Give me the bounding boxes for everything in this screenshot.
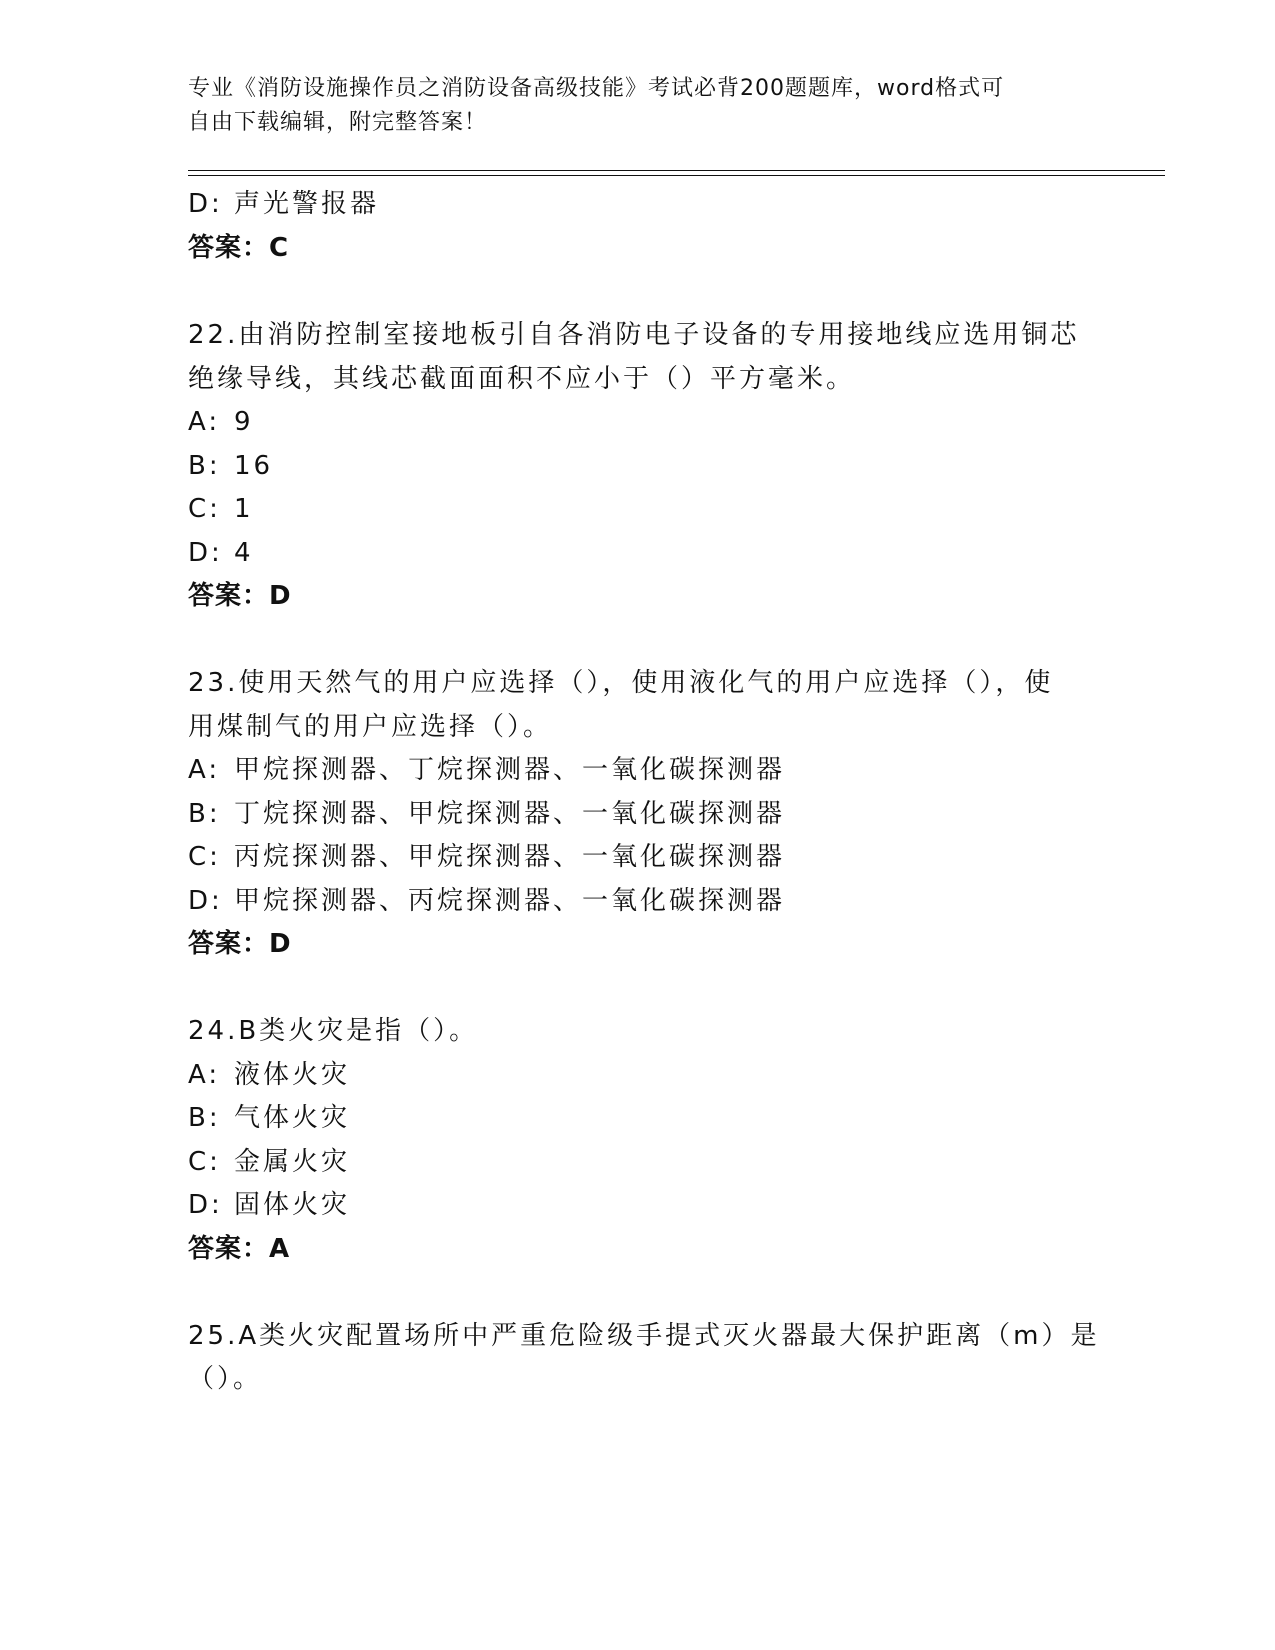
option-label: A:: [188, 407, 221, 437]
option-line: [188, 535, 254, 571]
option-text: 9: [234, 407, 254, 437]
option-line: [188, 1100, 350, 1136]
option-label: D:: [188, 886, 223, 916]
header-line-1: 专业《消防设施操作员之消防设备高级技能》考试必背200题题库，word格式可: [188, 76, 1005, 101]
question-line: 24.B类火灾是指（）。: [188, 1016, 479, 1046]
option-line: [188, 796, 785, 832]
option-line: [188, 1187, 350, 1223]
option-label: B:: [188, 451, 221, 481]
option-label: C:: [188, 494, 221, 524]
option-line: [188, 448, 273, 484]
option-text: 气体火灾: [234, 1103, 351, 1133]
option-line: [188, 1144, 350, 1180]
option-line: [188, 839, 785, 875]
option-label: D:: [188, 538, 223, 568]
question-line: 22.由消防控制室接地板引自各消防电子设备的专用接地线应选用铜芯: [188, 320, 1080, 350]
option-line: [188, 186, 379, 222]
question-line: 25.A类火灾配置场所中严重危险级手提式灭火器最大保护距离（m）是: [188, 1321, 1100, 1351]
option-label: A:: [188, 755, 221, 785]
header-rule-top: [188, 170, 1165, 171]
question-line: 23.使用天然气的用户应选择（），使用液化气的用户应选择（），使: [188, 668, 1054, 698]
option-label: A:: [188, 1060, 221, 1090]
option-text: 16: [234, 451, 274, 481]
option-text: 液体火灾: [234, 1060, 351, 1090]
option-label: C:: [188, 842, 221, 872]
option-text: 甲烷探测器、丁烷探测器、一氧化碳探测器: [234, 755, 786, 785]
option-text: 金属火灾: [234, 1147, 351, 1177]
question-line: 用煤制气的用户应选择（）。: [188, 712, 553, 742]
option-text: 固体火灾: [234, 1190, 351, 1220]
option-text: 丙烷探测器、甲烷探测器、一氧化碳探测器: [234, 842, 786, 872]
option-text: 丁烷探测器、甲烷探测器、一氧化碳探测器: [234, 799, 786, 829]
question-line: 绝缘导线，其线芯截面面积不应小于（）平方毫米。: [188, 364, 856, 394]
option-label: C:: [188, 1147, 221, 1177]
answer-line: 答案：A: [188, 1234, 291, 1264]
option-label: B:: [188, 1103, 221, 1133]
question-line: （）。: [188, 1364, 263, 1394]
option-text: 甲烷探测器、丙烷探测器、一氧化碳探测器: [234, 886, 786, 916]
header-line-2: 自由下载编辑，附完整答案！: [188, 110, 488, 135]
option-line: [188, 752, 785, 788]
header-rule-bottom: [188, 175, 1165, 176]
answer-line: 答案：C: [188, 233, 290, 263]
option-label: D:: [188, 1190, 223, 1220]
option-text: 声光警报器: [234, 189, 380, 219]
answer-line: 答案：D: [188, 929, 292, 959]
option-line: [188, 404, 254, 440]
document-header: [188, 72, 1088, 140]
option-line: [188, 883, 785, 919]
option-line: [188, 1057, 350, 1093]
answer-line: 答案：D: [188, 581, 292, 611]
option-label: D:: [188, 189, 223, 219]
option-text: 1: [234, 494, 254, 524]
option-text: 4: [234, 538, 254, 568]
option-line: [188, 491, 254, 527]
option-label: B:: [188, 799, 221, 829]
